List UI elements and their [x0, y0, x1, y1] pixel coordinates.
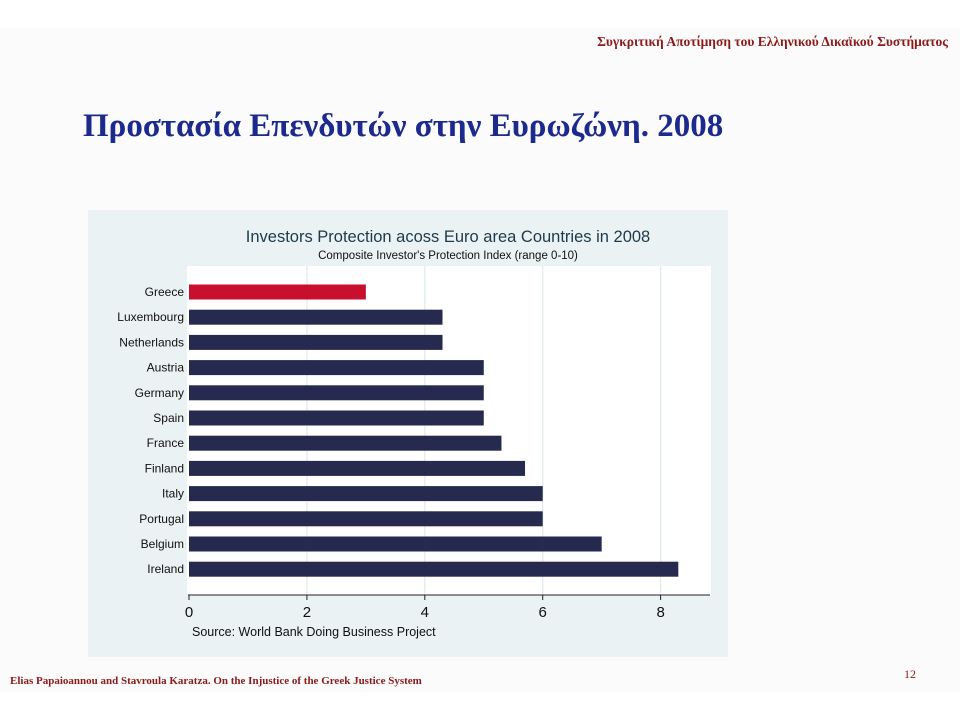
- category-label: France: [146, 436, 184, 451]
- bar: [189, 310, 443, 325]
- x-tick-label: 8: [656, 604, 665, 621]
- chart-title: Investors Protection acoss Euro area Countries in 2008: [245, 228, 651, 246]
- category-label: Austria: [146, 360, 184, 375]
- footer-citation: Elias Papaioannou and Stavroula Karatza. On the Injustice of the Greek Justice System: [10, 675, 422, 687]
- x-tick-label: 0: [184, 604, 194, 621]
- bar: [189, 537, 602, 552]
- category-label: Germany: [134, 385, 184, 400]
- category-label: Luxembourg: [117, 310, 184, 325]
- category-label: Ireland: [147, 562, 184, 577]
- x-tick-label: 6: [538, 604, 547, 621]
- category-label: Spain: [153, 411, 184, 425]
- header-title: Συγκριτική Αποτίμηση του Ελληνικού Δικαϊκού Συστήματος: [597, 34, 948, 49]
- category-label: Belgium: [140, 537, 184, 551]
- page-number: 12: [904, 667, 916, 681]
- x-tick-label: 4: [420, 604, 429, 621]
- bar: [189, 335, 443, 350]
- bar-chart: [88, 210, 728, 657]
- slide-title: Προστασία Επενδυτών στην Ευρωζώνη. 2008: [83, 108, 724, 144]
- chart-panel: [88, 210, 728, 657]
- bar: [189, 285, 366, 300]
- bar: [189, 385, 484, 400]
- category-label: Italy: [161, 486, 184, 501]
- bar: [189, 511, 543, 526]
- chart-subtitle: Composite Investor's Protection Index (range 0-10): [318, 250, 578, 262]
- category-label: Portugal: [139, 511, 184, 526]
- bar: [189, 360, 484, 375]
- bar: [189, 562, 678, 577]
- category-label: Greece: [144, 285, 184, 299]
- x-tick-label: 2: [302, 604, 312, 621]
- category-label: Netherlands: [119, 335, 184, 350]
- source-note: Source: World Bank Doing Business Project: [192, 625, 436, 639]
- category-label: Finland: [144, 461, 184, 476]
- bar: [189, 461, 525, 476]
- bar: [189, 411, 484, 426]
- bar: [189, 436, 501, 451]
- bar: [189, 486, 543, 501]
